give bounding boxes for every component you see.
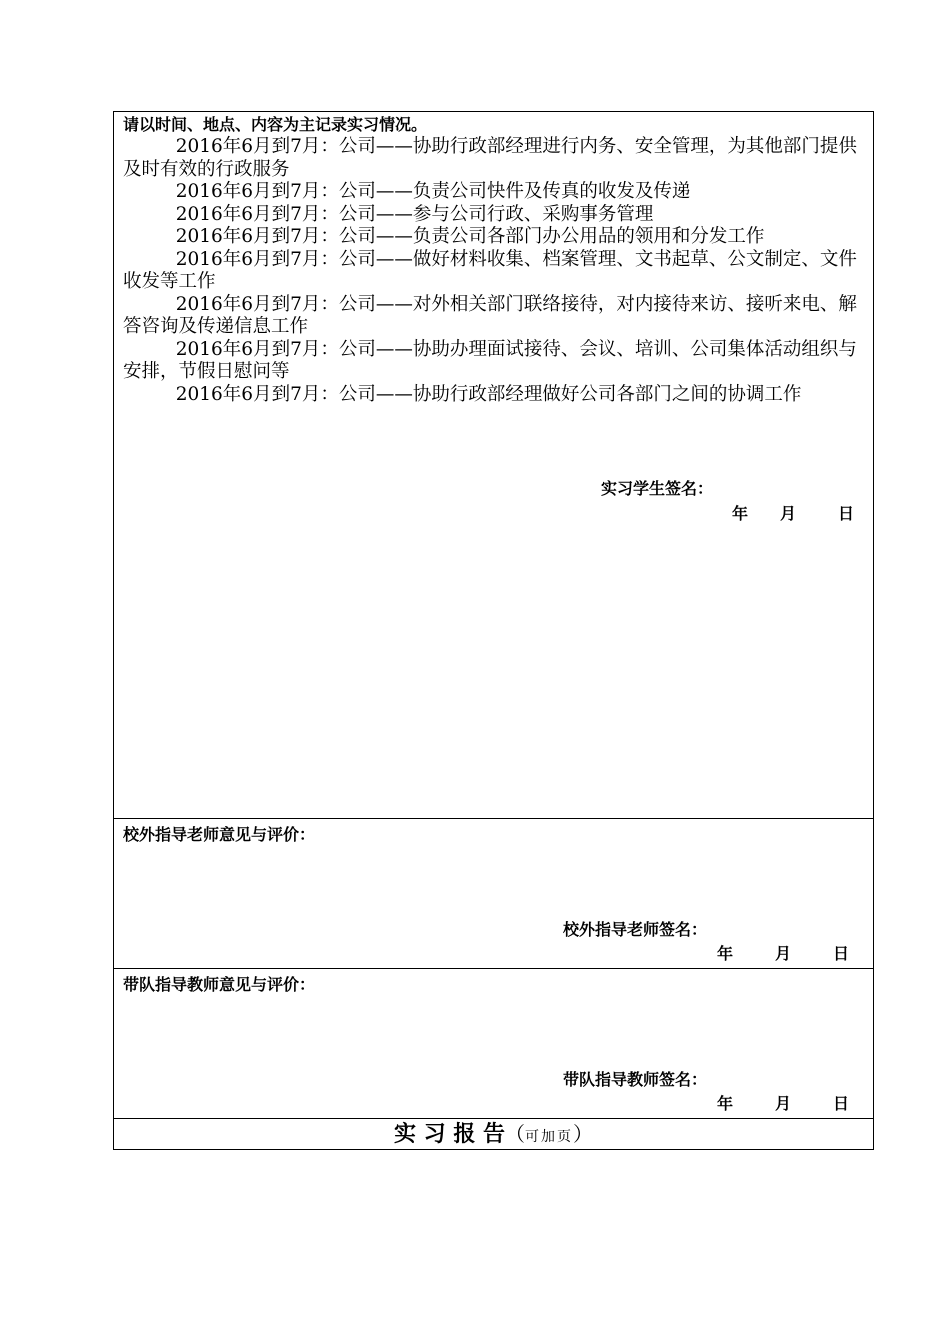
date-month: 月 [780, 504, 797, 523]
date-month: 月 [775, 944, 792, 963]
external-advisor-signature-label: 校外指导老师签名： [563, 920, 708, 939]
date-year: 年 [717, 944, 734, 963]
record-instruction: 请以时间、地点、内容为主记录实习情况。 [123, 115, 428, 134]
internship-report-table [113, 111, 874, 1150]
team-teacher-header: 带队指导教师意见与评价： [123, 975, 316, 994]
report-title-text: 实 习 报 告 [394, 1122, 505, 1147]
record-entry: 2016年6月到7月：公司——参与公司行政、采购事务管理 [175, 203, 654, 225]
report-title [114, 1119, 873, 1152]
date-year: 年 [717, 1094, 734, 1113]
title-note: 可加页 [524, 1129, 573, 1145]
team-teacher-signature-label: 带队指导教师签名： [563, 1070, 708, 1089]
team-teacher-cell [114, 969, 873, 1119]
record-entry: 2016年6月到7月：公司——负责公司各部门办公用品的领用和分发工作 [175, 226, 765, 247]
title-paren-open: （ [504, 1122, 525, 1146]
date-day: 日 [838, 504, 855, 523]
internship-record-cell [114, 112, 873, 819]
record-entry: 2016年6月到7月：公司——对外相关部门联络接待，对内接待来访、接听来电、解答咨询及传递信息工作 [123, 293, 857, 337]
record-entry: 2016年6月到7月：公司——做好材料收集、档案管理、文书起草、公文制定、文件收发等工作 [123, 248, 857, 292]
student-signature-label: 实习学生签名： [601, 479, 714, 498]
report-title-cell [114, 1119, 873, 1149]
date-day: 日 [833, 944, 850, 963]
record-entry: 2016年6月到7月：公司——协助行政部经理进行内务、安全管理，为其他部门提供及时有效的行政服务 [123, 136, 857, 180]
date-day: 日 [833, 1094, 850, 1113]
student-signature-date [732, 503, 854, 525]
external-advisor-signature-date [717, 943, 849, 965]
record-entries [123, 136, 868, 406]
date-month: 月 [775, 1094, 792, 1113]
record-entry: 2016年6月到7月：公司——协助办理面试接待、会议、培训、公司集体活动组织与安排，节假日慰问等 [123, 338, 857, 382]
date-year: 年 [732, 504, 749, 523]
title-paren-close: ） [572, 1122, 593, 1146]
external-advisor-header: 校外指导老师意见与评价： [123, 825, 316, 844]
record-entry: 2016年6月到7月：公司——负责公司快件及传真的收发及传递 [175, 181, 691, 202]
external-advisor-cell [114, 819, 873, 969]
team-teacher-signature-date [717, 1093, 849, 1115]
record-entry: 2016年6月到7月：公司——协助行政部经理做好公司各部门之间的协调工作 [175, 383, 802, 405]
